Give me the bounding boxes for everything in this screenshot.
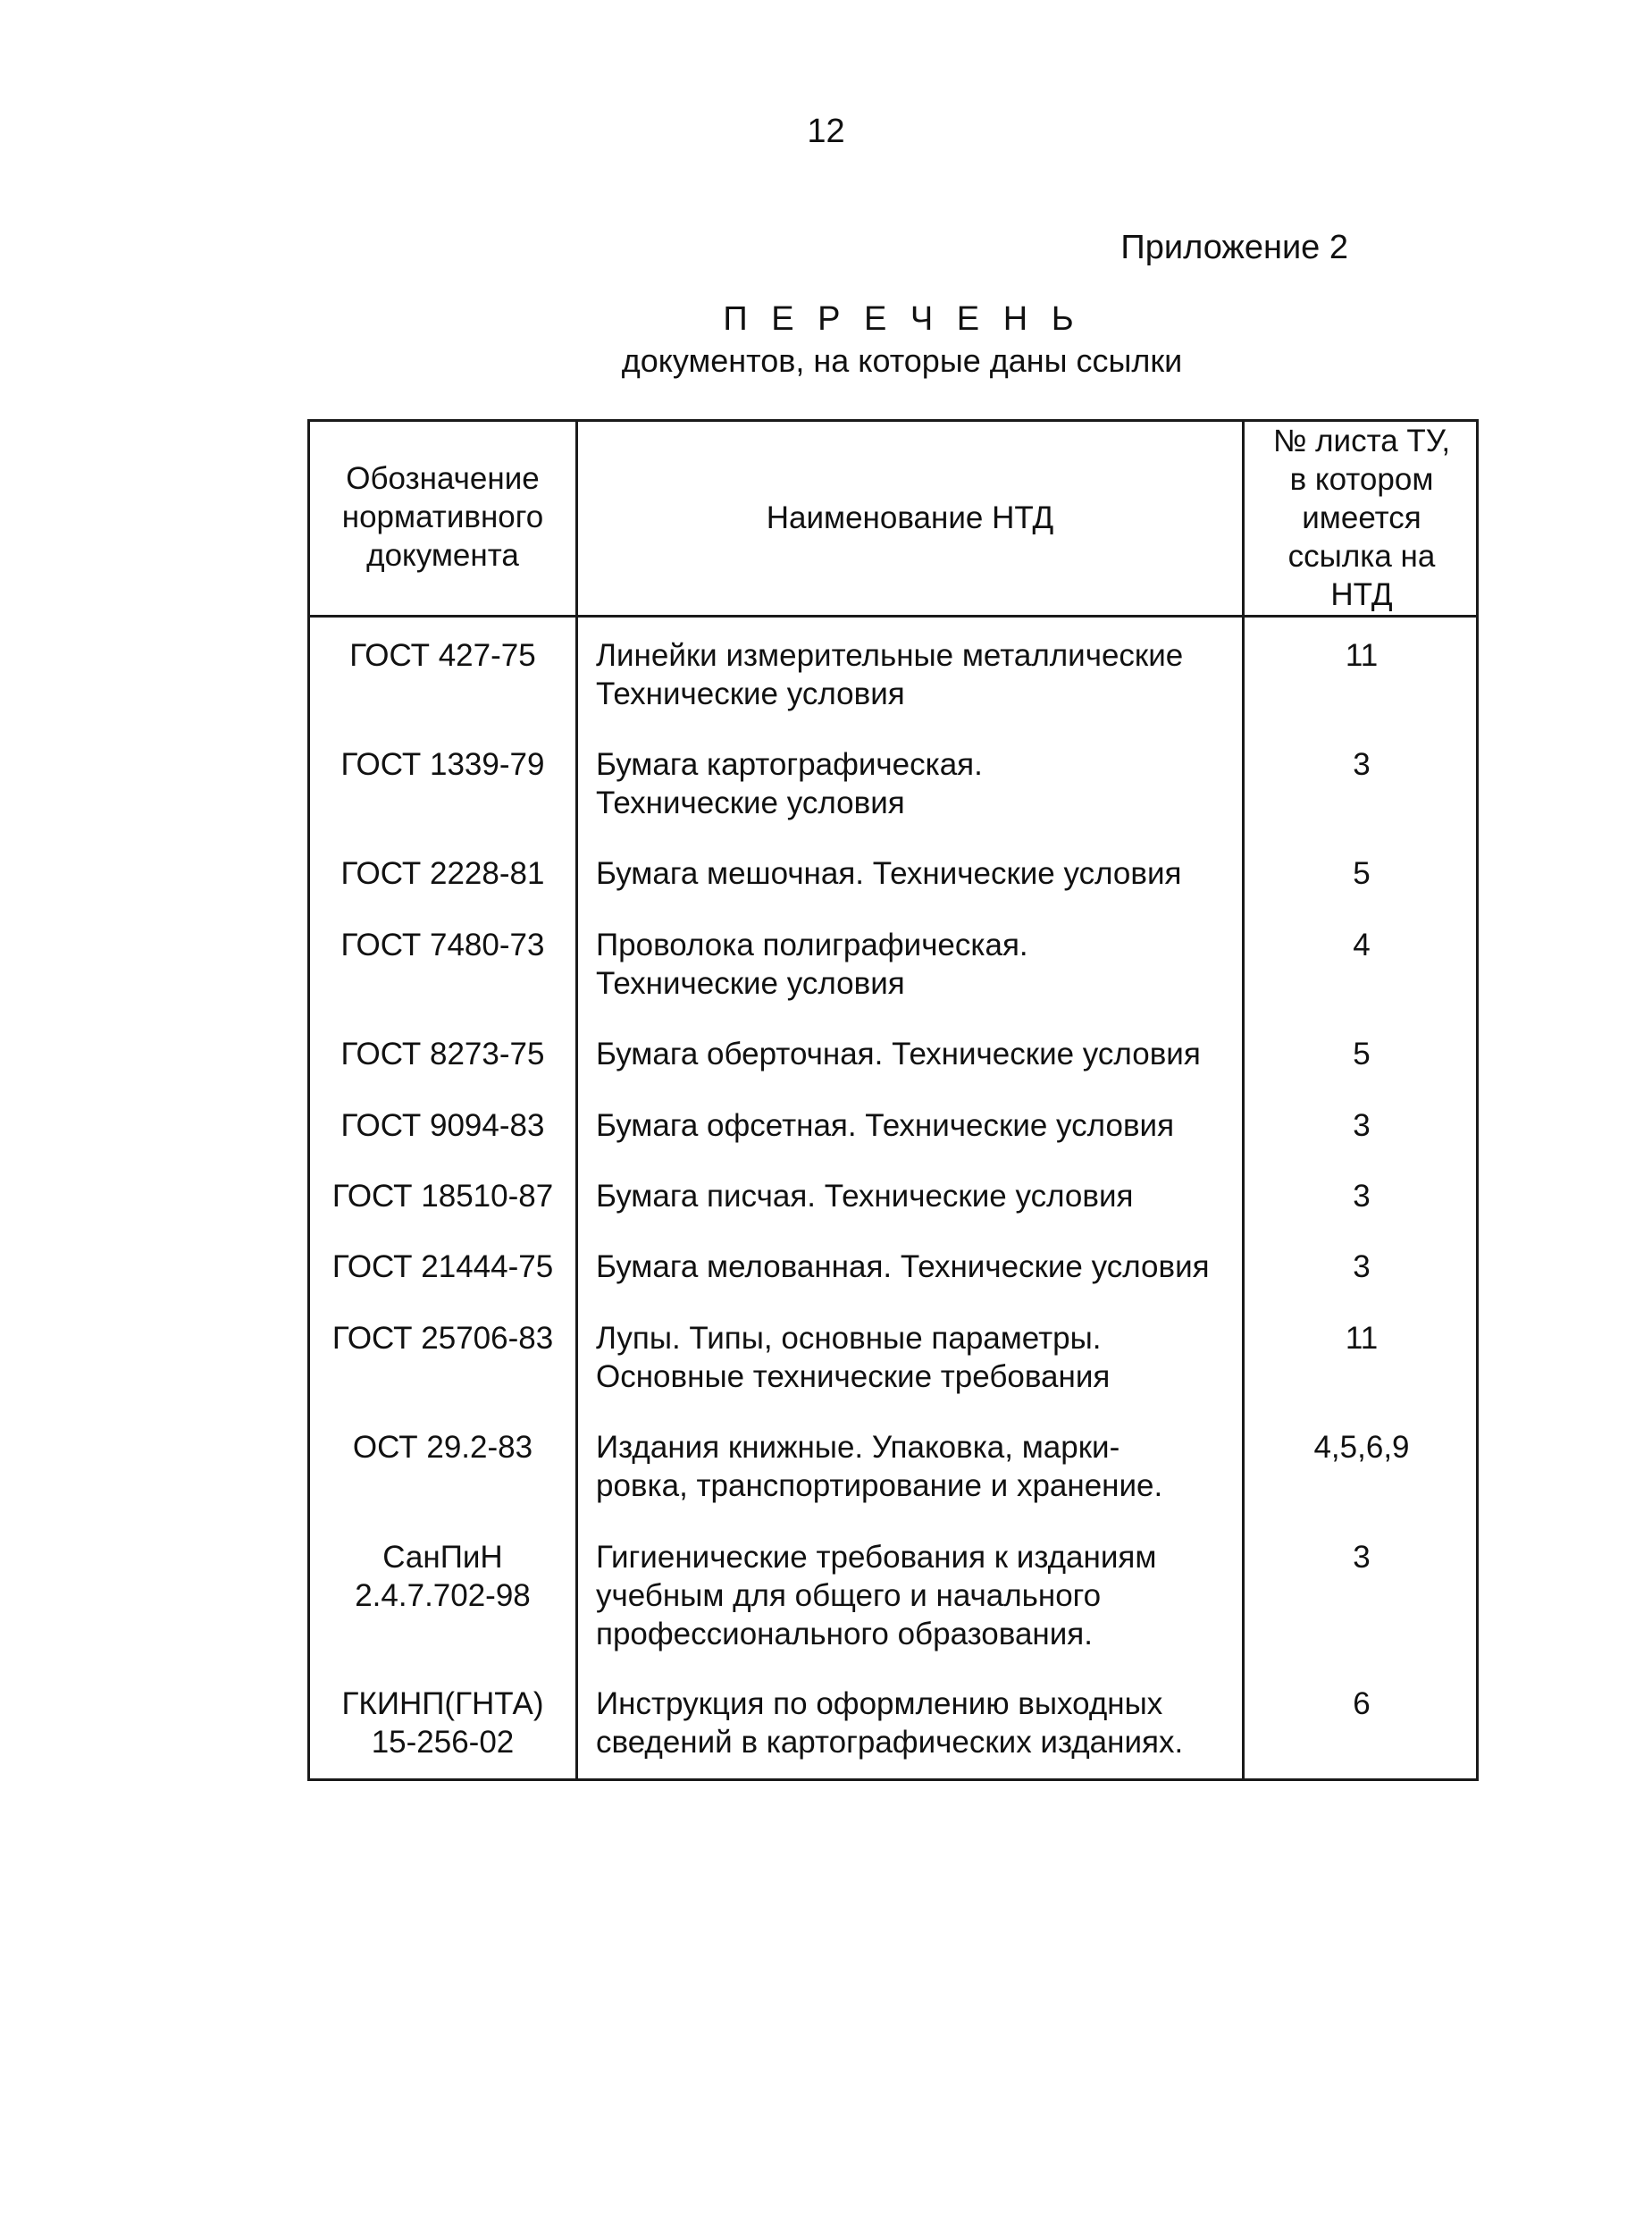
page-number: 12 (807, 113, 845, 150)
row-name: Бумага писчая. Технические условия (596, 1179, 1134, 1214)
row-sheet: 6 (1353, 1686, 1371, 1721)
row-name: Бумага оберточная. Технические условия (596, 1037, 1201, 1071)
row-sheet: 5 (1353, 856, 1371, 891)
row-code: ГОСТ 7480-73 (340, 928, 545, 962)
row-sheet: 11 (1345, 1321, 1379, 1356)
row-sheet: 3 (1353, 747, 1371, 782)
row-code: ГКИНП(ГНТА) 15-256-02 (341, 1686, 544, 1760)
row-sheet: 11 (1345, 638, 1379, 673)
row-code: ОСТ 29.2-83 (352, 1430, 533, 1465)
row-sheet: 3 (1353, 1249, 1371, 1284)
row-sheet: 4,5,6,9 (1313, 1430, 1410, 1465)
row-code: ГОСТ 1339-79 (340, 747, 545, 782)
row-name: Бумага мелованная. Технические условия (596, 1249, 1210, 1284)
row-sheet: 3 (1353, 1179, 1371, 1214)
row-name: Инструкция по оформлению выходных сведений в картографических изданиях. (596, 1686, 1184, 1760)
row-name: Линейки измерительные металлические Технические условия (596, 638, 1184, 711)
references-table (307, 419, 1479, 1781)
header-code: Обозначение нормативного документа (341, 461, 544, 573)
row-code: ГОСТ 2228-81 (340, 856, 545, 891)
row-name: Лупы. Типы, основные параметры. Основные технические требования (596, 1321, 1111, 1394)
row-code: ГОСТ 8273-75 (340, 1037, 545, 1071)
row-sheet: 3 (1353, 1108, 1371, 1143)
row-sheet: 3 (1353, 1540, 1371, 1575)
row-name: Издания книжные. Упаковка, марки- ровка, транспортирование и хранение. (596, 1430, 1163, 1503)
header-sheet: № листа ТУ, в котором имеется ссылка на НТД (1272, 424, 1451, 612)
header-divider (310, 615, 1476, 618)
row-code: СанПиН 2.4.7.702-98 (355, 1540, 531, 1613)
document-subtitle: документов, на которые даны ссылки (621, 342, 1183, 379)
row-name: Бумага мешочная. Технические условия (596, 856, 1182, 891)
document-title: П Е Р Е Ч Е Н Ь (723, 300, 1081, 338)
row-sheet: 5 (1353, 1037, 1371, 1071)
row-code: ГОСТ 18510-87 (331, 1179, 554, 1214)
row-sheet: 4 (1353, 928, 1371, 962)
row-code: ГОСТ 25706-83 (331, 1321, 554, 1356)
row-code: ГОСТ 21444-75 (331, 1249, 554, 1284)
row-code: ГОСТ 427-75 (349, 638, 536, 673)
row-name: Бумага картографическая. Технические условия (596, 747, 983, 820)
column-divider (575, 422, 578, 1778)
row-code: ГОСТ 9094-83 (340, 1108, 545, 1143)
appendix-label: Приложение 2 (1120, 229, 1348, 266)
row-name: Гигиенические требования к изданиям учебным для общего и начального профессионального образования. (596, 1540, 1157, 1651)
row-name: Бумага офсетная. Технические условия (596, 1108, 1175, 1143)
row-name: Проволока полиграфическая. Технические условия (596, 928, 1028, 1001)
header-name: Наименование НТД (766, 500, 1054, 535)
